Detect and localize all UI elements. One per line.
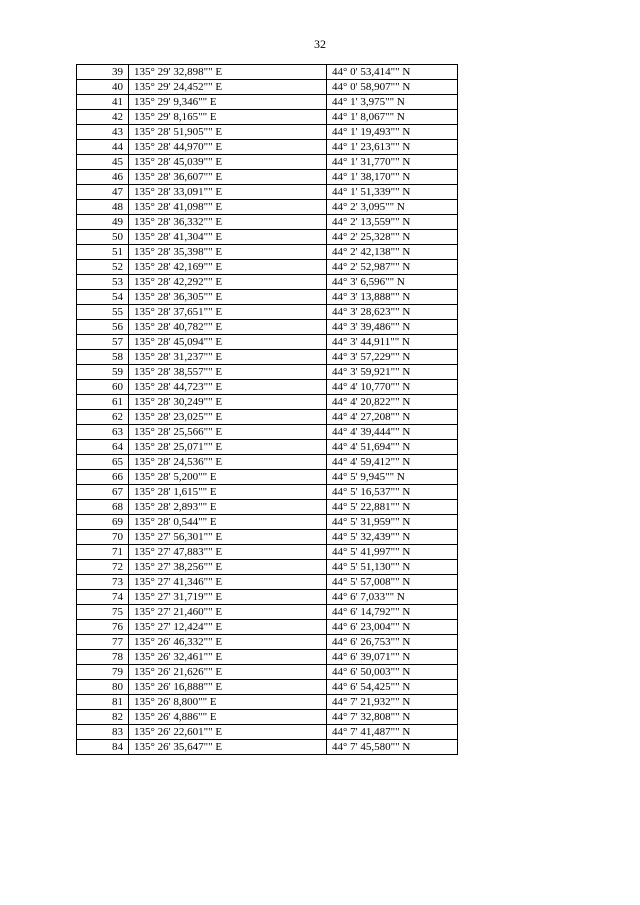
table-row xyxy=(77,170,458,185)
table-row xyxy=(77,530,458,545)
table-row xyxy=(77,500,458,515)
latitude-cell: 44° 2' 25,328"" N xyxy=(327,230,458,245)
table-row xyxy=(77,635,458,650)
table-row xyxy=(77,620,458,635)
longitude-cell: 135° 28' 0,544"" E xyxy=(129,515,327,530)
table-row xyxy=(77,605,458,620)
table-row xyxy=(77,710,458,725)
point-number-cell: 72 xyxy=(77,560,129,575)
latitude-cell: 44° 7' 21,932"" N xyxy=(327,695,458,710)
table-row xyxy=(77,65,458,80)
table-row xyxy=(77,695,458,710)
longitude-cell: 135° 29' 8,165"" E xyxy=(129,110,327,125)
latitude-cell: 44° 5' 22,881"" N xyxy=(327,500,458,515)
point-number-cell: 50 xyxy=(77,230,129,245)
longitude-cell: 135° 28' 36,607"" E xyxy=(129,170,327,185)
point-number-cell: 40 xyxy=(77,80,129,95)
latitude-cell: 44° 5' 16,537"" N xyxy=(327,485,458,500)
latitude-cell: 44° 4' 27,208"" N xyxy=(327,410,458,425)
latitude-cell: 44° 5' 32,439"" N xyxy=(327,530,458,545)
table-row xyxy=(77,545,458,560)
longitude-cell: 135° 28' 41,098"" E xyxy=(129,200,327,215)
latitude-cell: 44° 3' 59,921"" N xyxy=(327,365,458,380)
table-row xyxy=(77,245,458,260)
table-row xyxy=(77,335,458,350)
latitude-cell: 44° 3' 44,911"" N xyxy=(327,335,458,350)
latitude-cell: 44° 3' 13,888"" N xyxy=(327,290,458,305)
point-number-cell: 64 xyxy=(77,440,129,455)
table-row xyxy=(77,575,458,590)
longitude-cell: 135° 27' 31,719"" E xyxy=(129,590,327,605)
table-row xyxy=(77,485,458,500)
point-number-cell: 82 xyxy=(77,710,129,725)
longitude-cell: 135° 28' 36,332"" E xyxy=(129,215,327,230)
table-row xyxy=(77,350,458,365)
point-number-cell: 69 xyxy=(77,515,129,530)
latitude-cell: 44° 2' 3,095"" N xyxy=(327,200,458,215)
latitude-cell: 44° 1' 31,770"" N xyxy=(327,155,458,170)
longitude-cell: 135° 28' 23,025"" E xyxy=(129,410,327,425)
point-number-cell: 51 xyxy=(77,245,129,260)
latitude-cell: 44° 2' 13,559"" N xyxy=(327,215,458,230)
table-row xyxy=(77,725,458,740)
latitude-cell: 44° 1' 38,170"" N xyxy=(327,170,458,185)
latitude-cell: 44° 2' 52,987"" N xyxy=(327,260,458,275)
point-number-cell: 73 xyxy=(77,575,129,590)
point-number-cell: 53 xyxy=(77,275,129,290)
table-row xyxy=(77,110,458,125)
table-row xyxy=(77,260,458,275)
longitude-cell: 135° 26' 35,647"" E xyxy=(129,740,327,755)
point-number-cell: 44 xyxy=(77,140,129,155)
table-row xyxy=(77,590,458,605)
table-row xyxy=(77,95,458,110)
latitude-cell: 44° 3' 39,486"" N xyxy=(327,320,458,335)
latitude-cell: 44° 0' 58,907"" N xyxy=(327,80,458,95)
longitude-cell: 135° 28' 25,566"" E xyxy=(129,425,327,440)
longitude-cell: 135° 28' 2,893"" E xyxy=(129,500,327,515)
table-row xyxy=(77,440,458,455)
latitude-cell: 44° 6' 50,003"" N xyxy=(327,665,458,680)
table-row xyxy=(77,200,458,215)
latitude-cell: 44° 1' 3,975"" N xyxy=(327,95,458,110)
point-number-cell: 61 xyxy=(77,395,129,410)
latitude-cell: 44° 0' 53,414"" N xyxy=(327,65,458,80)
point-number-cell: 76 xyxy=(77,620,129,635)
table-row xyxy=(77,80,458,95)
point-number-cell: 45 xyxy=(77,155,129,170)
longitude-cell: 135° 29' 32,898"" E xyxy=(129,65,327,80)
longitude-cell: 135° 28' 44,970"" E xyxy=(129,140,327,155)
latitude-cell: 44° 4' 51,694"" N xyxy=(327,440,458,455)
table-row xyxy=(77,740,458,755)
table-row xyxy=(77,455,458,470)
latitude-cell: 44° 1' 51,339"" N xyxy=(327,185,458,200)
latitude-cell: 44° 4' 59,412"" N xyxy=(327,455,458,470)
table-row xyxy=(77,155,458,170)
point-number-cell: 62 xyxy=(77,410,129,425)
longitude-cell: 135° 26' 46,332"" E xyxy=(129,635,327,650)
latitude-cell: 44° 4' 10,770"" N xyxy=(327,380,458,395)
longitude-cell: 135° 28' 45,039"" E xyxy=(129,155,327,170)
point-number-cell: 59 xyxy=(77,365,129,380)
longitude-cell: 135° 28' 5,200"" E xyxy=(129,470,327,485)
latitude-cell: 44° 6' 54,425"" N xyxy=(327,680,458,695)
longitude-cell: 135° 28' 33,091"" E xyxy=(129,185,327,200)
latitude-cell: 44° 5' 9,945"" N xyxy=(327,470,458,485)
table-row xyxy=(77,560,458,575)
point-number-cell: 47 xyxy=(77,185,129,200)
table-row xyxy=(77,515,458,530)
longitude-cell: 135° 28' 37,651"" E xyxy=(129,305,327,320)
longitude-cell: 135° 26' 32,461"" E xyxy=(129,650,327,665)
point-number-cell: 54 xyxy=(77,290,129,305)
table-row xyxy=(77,410,458,425)
latitude-cell: 44° 6' 26,753"" N xyxy=(327,635,458,650)
table-row xyxy=(77,215,458,230)
point-number-cell: 39 xyxy=(77,65,129,80)
latitude-cell: 44° 5' 57,008"" N xyxy=(327,575,458,590)
point-number-cell: 52 xyxy=(77,260,129,275)
latitude-cell: 44° 4' 39,444"" N xyxy=(327,425,458,440)
point-number-cell: 71 xyxy=(77,545,129,560)
longitude-cell: 135° 27' 38,256"" E xyxy=(129,560,327,575)
latitude-cell: 44° 6' 14,792"" N xyxy=(327,605,458,620)
table-row xyxy=(77,230,458,245)
longitude-cell: 135° 27' 47,883"" E xyxy=(129,545,327,560)
point-number-cell: 43 xyxy=(77,125,129,140)
table-row xyxy=(77,425,458,440)
point-number-cell: 84 xyxy=(77,740,129,755)
point-number-cell: 57 xyxy=(77,335,129,350)
point-number-cell: 41 xyxy=(77,95,129,110)
longitude-cell: 135° 28' 31,237"" E xyxy=(129,350,327,365)
longitude-cell: 135° 27' 12,424"" E xyxy=(129,620,327,635)
point-number-cell: 81 xyxy=(77,695,129,710)
longitude-cell: 135° 28' 24,536"" E xyxy=(129,455,327,470)
longitude-cell: 135° 27' 41,346"" E xyxy=(129,575,327,590)
longitude-cell: 135° 28' 30,249"" E xyxy=(129,395,327,410)
longitude-cell: 135° 26' 8,800"" E xyxy=(129,695,327,710)
table-row xyxy=(77,380,458,395)
longitude-cell: 135° 26' 21,626"" E xyxy=(129,665,327,680)
longitude-cell: 135° 28' 36,305"" E xyxy=(129,290,327,305)
table-row xyxy=(77,140,458,155)
latitude-cell: 44° 7' 41,487"" N xyxy=(327,725,458,740)
point-number-cell: 48 xyxy=(77,200,129,215)
point-number-cell: 46 xyxy=(77,170,129,185)
point-number-cell: 80 xyxy=(77,680,129,695)
latitude-cell: 44° 3' 57,229"" N xyxy=(327,350,458,365)
latitude-cell: 44° 1' 23,613"" N xyxy=(327,140,458,155)
table-row xyxy=(77,290,458,305)
point-number-cell: 42 xyxy=(77,110,129,125)
point-number-cell: 68 xyxy=(77,500,129,515)
latitude-cell: 44° 1' 19,493"" N xyxy=(327,125,458,140)
table-row xyxy=(77,320,458,335)
latitude-cell: 44° 5' 41,997"" N xyxy=(327,545,458,560)
longitude-cell: 135° 28' 35,398"" E xyxy=(129,245,327,260)
longitude-cell: 135° 28' 44,723"" E xyxy=(129,380,327,395)
table-row xyxy=(77,650,458,665)
point-number-cell: 55 xyxy=(77,305,129,320)
longitude-cell: 135° 29' 24,452"" E xyxy=(129,80,327,95)
point-number-cell: 58 xyxy=(77,350,129,365)
longitude-cell: 135° 28' 42,169"" E xyxy=(129,260,327,275)
latitude-cell: 44° 2' 42,138"" N xyxy=(327,245,458,260)
point-number-cell: 67 xyxy=(77,485,129,500)
longitude-cell: 135° 28' 1,615"" E xyxy=(129,485,327,500)
point-number-cell: 77 xyxy=(77,635,129,650)
table-row xyxy=(77,125,458,140)
point-number-cell: 70 xyxy=(77,530,129,545)
table-row xyxy=(77,275,458,290)
table-row xyxy=(77,470,458,485)
latitude-cell: 44° 6' 7,033"" N xyxy=(327,590,458,605)
coordinates-table-body xyxy=(77,65,458,755)
longitude-cell: 135° 28' 38,557"" E xyxy=(129,365,327,380)
table-row xyxy=(77,395,458,410)
longitude-cell: 135° 26' 4,886"" E xyxy=(129,710,327,725)
longitude-cell: 135° 29' 9,346"" E xyxy=(129,95,327,110)
table-row xyxy=(77,185,458,200)
point-number-cell: 75 xyxy=(77,605,129,620)
latitude-cell: 44° 1' 8,067"" N xyxy=(327,110,458,125)
latitude-cell: 44° 5' 31,959"" N xyxy=(327,515,458,530)
latitude-cell: 44° 6' 39,071"" N xyxy=(327,650,458,665)
point-number-cell: 79 xyxy=(77,665,129,680)
latitude-cell: 44° 3' 6,596"" N xyxy=(327,275,458,290)
longitude-cell: 135° 28' 51,905"" E xyxy=(129,125,327,140)
page-number: 32 xyxy=(314,37,326,51)
longitude-cell: 135° 27' 21,460"" E xyxy=(129,605,327,620)
table-row xyxy=(77,680,458,695)
point-number-cell: 63 xyxy=(77,425,129,440)
table-row xyxy=(77,305,458,320)
point-number-cell: 66 xyxy=(77,470,129,485)
point-number-cell: 56 xyxy=(77,320,129,335)
longitude-cell: 135° 26' 22,601"" E xyxy=(129,725,327,740)
point-number-cell: 78 xyxy=(77,650,129,665)
longitude-cell: 135° 28' 40,782"" E xyxy=(129,320,327,335)
coordinates-table xyxy=(76,64,458,755)
table-row xyxy=(77,665,458,680)
latitude-cell: 44° 5' 51,130"" N xyxy=(327,560,458,575)
point-number-cell: 74 xyxy=(77,590,129,605)
longitude-cell: 135° 28' 45,094"" E xyxy=(129,335,327,350)
point-number-cell: 83 xyxy=(77,725,129,740)
point-number-cell: 49 xyxy=(77,215,129,230)
longitude-cell: 135° 26' 16,888"" E xyxy=(129,680,327,695)
longitude-cell: 135° 28' 42,292"" E xyxy=(129,275,327,290)
latitude-cell: 44° 4' 20,822"" N xyxy=(327,395,458,410)
point-number-cell: 65 xyxy=(77,455,129,470)
longitude-cell: 135° 28' 41,304"" E xyxy=(129,230,327,245)
latitude-cell: 44° 7' 32,808"" N xyxy=(327,710,458,725)
latitude-cell: 44° 3' 28,623"" N xyxy=(327,305,458,320)
longitude-cell: 135° 28' 25,071"" E xyxy=(129,440,327,455)
latitude-cell: 44° 7' 45,580"" N xyxy=(327,740,458,755)
longitude-cell: 135° 27' 56,301"" E xyxy=(129,530,327,545)
latitude-cell: 44° 6' 23,004"" N xyxy=(327,620,458,635)
table-row xyxy=(77,365,458,380)
point-number-cell: 60 xyxy=(77,380,129,395)
